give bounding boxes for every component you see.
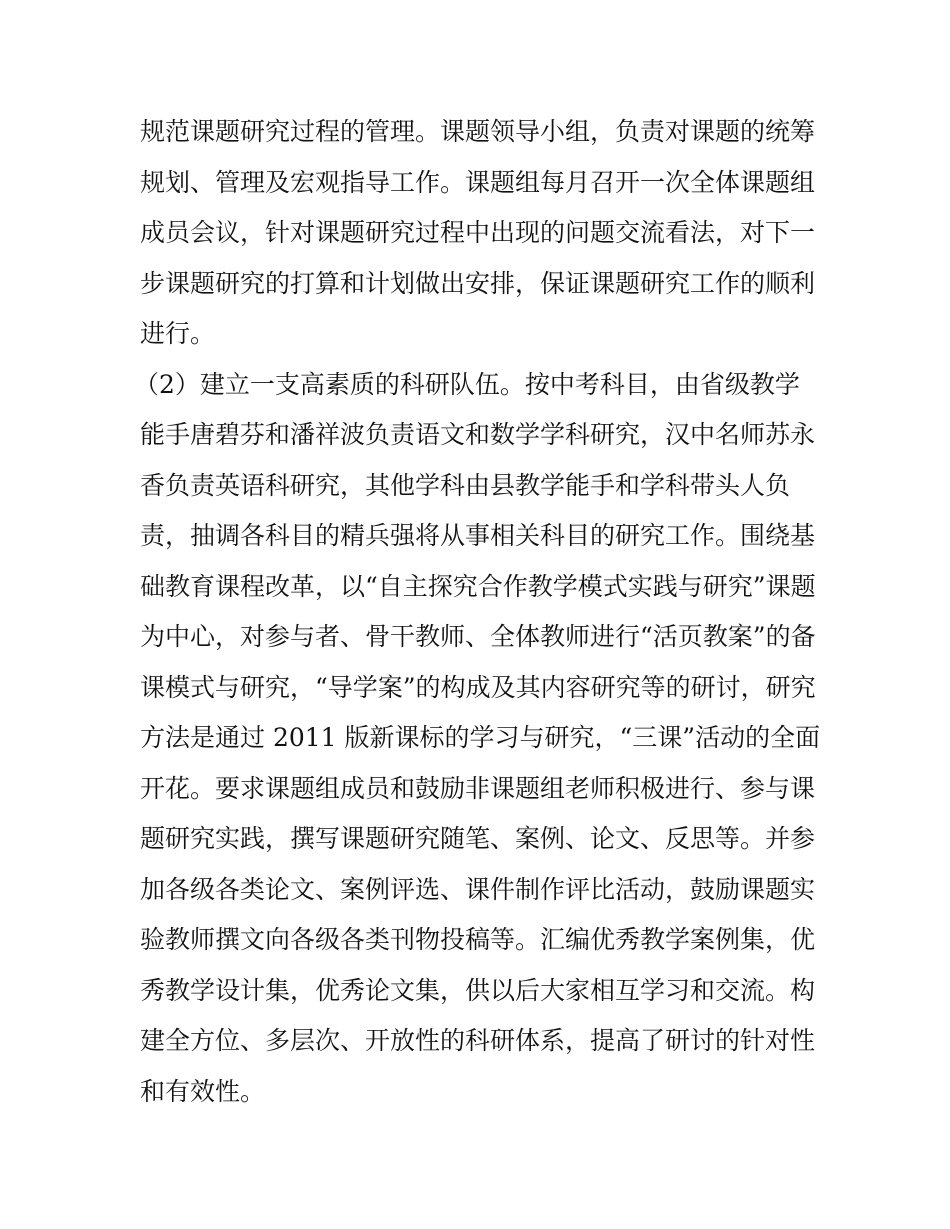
text-line: 成员会议，针对课题研究过程中出现的问题交流看法，对下一	[140, 218, 816, 247]
text-line: 规范课题研究过程的管理。课题领导小组，负责对课题的统筹	[140, 117, 816, 146]
text-line: 能手唐碧芬和潘祥波负责语文和数学学科研究，汉中名师苏永	[140, 420, 816, 449]
body-text	[134, 107, 820, 1117]
text-line: 课模式与研究，“导学案”的构成及其内容研究等的研讨，研究	[140, 672, 816, 702]
text-line: 责，抽调各科目的精兵强将从事相关科目的研究工作。围绕基	[140, 521, 816, 550]
text-line: 规划、管理及宏观指导工作。课题组每月召开一次全体课题组	[140, 167, 816, 197]
text-line: 建全方位、多层次、开放性的科研体系，提高了研讨的针对性	[140, 1026, 816, 1055]
text-line: 进行。	[140, 319, 216, 348]
text-line: 秀教学设计集，优秀论文集，供以后大家相互学习和交流。构	[140, 975, 816, 1005]
text-line: 验教师撰文向各级各类刊物投稿等。汇编优秀教学案例集，优	[140, 925, 816, 954]
text-line: 加各级各类论文、案例评选、课件制作评比活动，鼓励课题实	[140, 874, 816, 904]
text-line: 开花。要求课题组成员和鼓励非课题组老师积极进行、参与课	[140, 773, 816, 803]
text-line: （2）建立一支高素质的科研队伍。按中考科目，由省级教学	[134, 369, 800, 399]
text-line: 香负责英语科研究，其他学科由县教学能手和学科带头人负	[140, 470, 791, 500]
text-line: 为中心，对参与者、骨干教师、全体教师进行“活页教案”的备	[140, 622, 816, 651]
text-line: 和有效性。	[140, 1076, 266, 1106]
text-line: 方法是通过 2011 版新课标的学习与研究，“三课”活动的全面	[140, 723, 820, 752]
text-line: 步课题研究的打算和计划做出安排，保证课题研究工作的顺利	[140, 268, 816, 298]
text-line: 题研究实践，撰写课题研究随笔、案例、论文、反思等。并参	[140, 824, 816, 853]
text-line: 础教育课程改革，以“自主探究合作教学模式实践与研究”课题	[140, 571, 816, 601]
